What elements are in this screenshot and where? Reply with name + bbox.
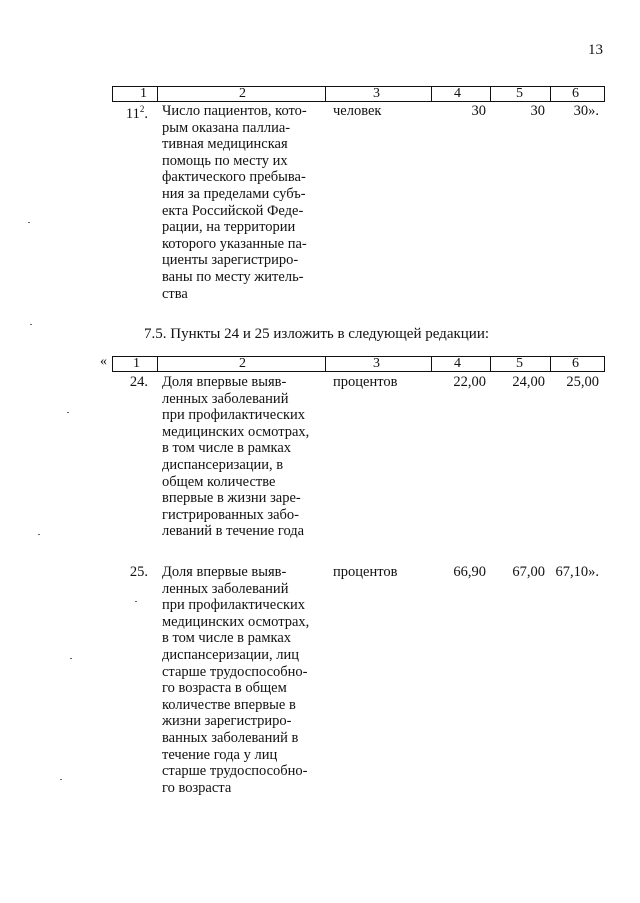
row-value-col4: 22,00 xyxy=(453,374,486,390)
table1-header-col3: 3 xyxy=(373,86,380,101)
row-number-superscript: 2 xyxy=(139,104,145,114)
table2-header-col3: 3 xyxy=(373,356,380,371)
scan-speck xyxy=(28,222,30,223)
row-value-col5: 24,00 xyxy=(512,374,545,390)
row-description xyxy=(162,564,322,796)
row-description xyxy=(162,103,322,302)
scan-speck xyxy=(38,534,40,535)
description-line: го возраста в общем xyxy=(162,680,287,697)
description-line: при профилактических xyxy=(162,407,306,424)
table2-header-col5: 5 xyxy=(516,356,523,371)
row-number: 25. xyxy=(129,564,148,580)
table1-header-col5: 5 xyxy=(516,86,523,101)
description-line: течение года у лиц xyxy=(162,746,278,763)
description-line: фактического пребыва- xyxy=(162,169,306,186)
scan-speck xyxy=(60,779,62,780)
row-value-col6: 67,10». xyxy=(555,564,599,580)
table2-header-row xyxy=(112,356,605,372)
description-line: Доля впервые выяв- xyxy=(162,374,287,390)
description-line: общем количестве xyxy=(162,473,276,490)
row-value-col6: 25,00 xyxy=(566,374,599,390)
description-line: ванных заболеваний в xyxy=(162,729,299,746)
scan-speck xyxy=(135,601,137,602)
row-number-dot: . xyxy=(144,105,148,122)
description-line: помощь по месту их xyxy=(162,152,288,169)
row-number: 24. xyxy=(129,374,148,390)
row-unit: процентов xyxy=(333,374,398,390)
table2-header-col1: 1 xyxy=(133,356,140,371)
description-line: жизни зарегистриро- xyxy=(162,713,292,730)
description-line: Число пациентов, кото- xyxy=(162,103,307,119)
description-line: диспансеризации, в xyxy=(162,456,284,473)
description-line: ваны по месту житель- xyxy=(162,268,304,285)
row-value-col4: 30 xyxy=(471,103,486,119)
row-number-main: 11 xyxy=(125,105,140,122)
description-line: леваний в течение года xyxy=(162,523,305,540)
description-line: медицинских осмотрах, xyxy=(162,613,310,630)
description-line: тивная медицинская xyxy=(162,136,288,153)
description-line: старше трудоспособно- xyxy=(162,763,308,780)
table1-header-col4: 4 xyxy=(454,86,461,101)
description-line: ленных заболеваний xyxy=(162,390,289,407)
row-value-col5: 30 xyxy=(530,103,545,119)
amendment-paragraph: 7.5. Пункты 24 и 25 изложить в следующей редакции: xyxy=(144,326,490,342)
row-value-col5: 67,00 xyxy=(512,564,545,580)
description-line: в том числе в рамках xyxy=(162,630,292,647)
description-line: которого указанные па- xyxy=(162,235,307,252)
table1-header-col2: 2 xyxy=(239,86,246,101)
description-line: рации, на территории xyxy=(162,219,296,236)
description-line: рым оказана паллиа- xyxy=(162,119,291,136)
row-value-col4: 66,90 xyxy=(453,564,486,580)
page-number: 13 xyxy=(588,42,603,58)
description-line: при профилактических xyxy=(162,597,306,614)
description-line: в том числе в рамках xyxy=(162,440,292,457)
scan-speck xyxy=(30,324,32,325)
description-line: циенты зарегистриро- xyxy=(162,252,299,269)
description-line: медицинских осмотрах, xyxy=(162,423,310,440)
description-line: го возраста xyxy=(162,779,232,796)
scan-speck xyxy=(67,412,69,413)
description-line: ленных заболеваний xyxy=(162,580,289,597)
row-unit: человек xyxy=(333,103,382,119)
description-line: ния за пределами субъ- xyxy=(162,185,306,202)
row-value-col6: 30». xyxy=(573,103,599,119)
description-line: количестве впервые в xyxy=(162,696,296,713)
row-unit: процентов xyxy=(333,564,398,580)
row-description xyxy=(162,374,322,540)
table1-header-col1: 1 xyxy=(140,86,147,101)
description-line: диспансеризации, лиц xyxy=(162,646,300,663)
table1-header-col6: 6 xyxy=(572,86,579,101)
description-line: Доля впервые выяв- xyxy=(162,564,287,580)
table1-header-row xyxy=(112,86,605,102)
description-line: екта Российской Феде- xyxy=(162,202,304,219)
table2-header-col6: 6 xyxy=(572,356,579,371)
description-line: гистрированных забо- xyxy=(162,506,300,523)
scan-speck xyxy=(70,658,72,659)
table2-header-col4: 4 xyxy=(454,356,461,371)
opening-quote: « xyxy=(100,354,107,369)
description-line: старше трудоспособно- xyxy=(162,663,308,680)
description-line: ства xyxy=(162,285,188,302)
row-number xyxy=(108,104,148,123)
description-line: впервые в жизни заре- xyxy=(162,490,301,507)
table2-header-col2: 2 xyxy=(239,356,246,371)
